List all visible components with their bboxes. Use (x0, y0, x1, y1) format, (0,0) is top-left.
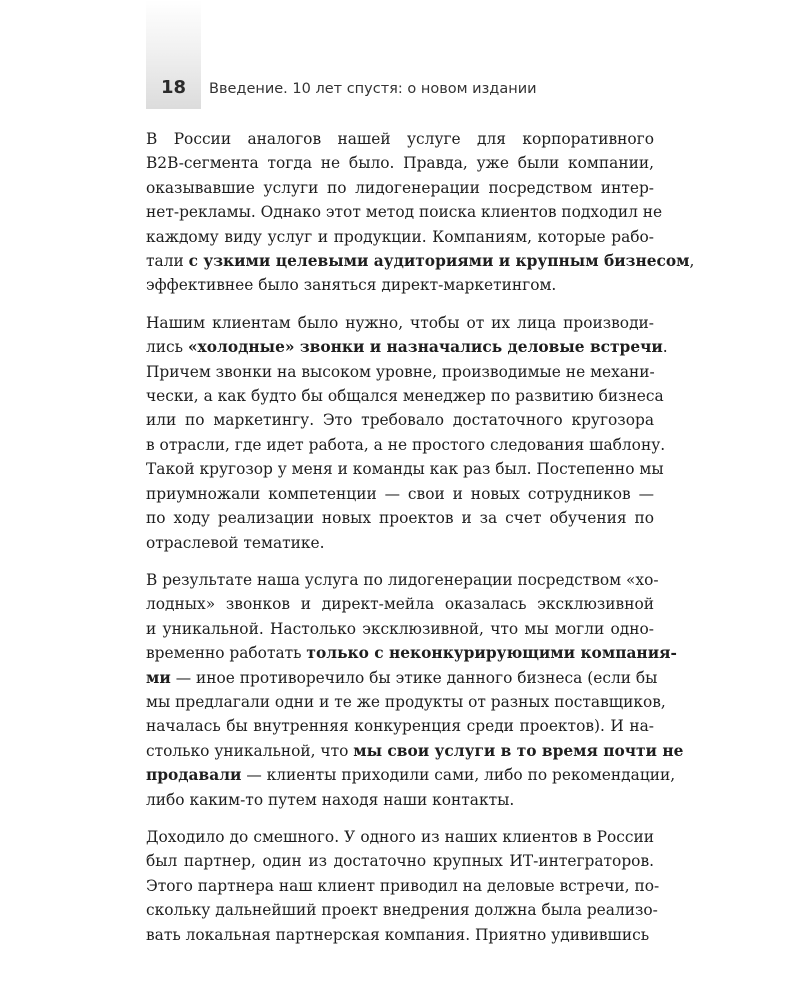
bold-text: ми (146, 668, 171, 687)
text-line (146, 849, 654, 873)
text-run: Такой кругозор у меня и команды как раз был. Постепенно мы (146, 460, 664, 479)
paragraph (146, 825, 660, 947)
text-run: Причем звонки на высоком уровне, производимые не механи- (146, 362, 655, 381)
text-run: каждому виду услуг и продукции. Компаниям, которые рабо- (146, 227, 654, 246)
text-line (146, 249, 695, 273)
text-run: началась бы внутренняя конкуренция среди проектов). И на- (146, 717, 654, 736)
text-line (146, 225, 654, 249)
text-line (146, 690, 666, 714)
text-line (146, 898, 658, 922)
text-run: чески, а как будто бы общался менеджер по развитию бизнеса (146, 387, 664, 406)
text-line (146, 433, 666, 457)
text-run: лодных» звонков и директ-мейла оказалась эксклюзивной (146, 595, 654, 614)
text-run: был партнер, один из достаточно крупных ИТ-интеграторов. (146, 852, 654, 871)
text-line (146, 457, 664, 481)
text-run: — иное противоречило бы этике данного бизнеса (если бы (170, 668, 658, 687)
bold-text: с узкими целевыми аудиториями и крупным бизнесом (188, 252, 690, 271)
text-line (146, 568, 659, 592)
text-run: временно работать (146, 644, 307, 663)
text-run: оказывавшие услуги по лидогенерации посредством интер- (146, 178, 654, 197)
text-run: лись (146, 338, 188, 357)
text-run: и уникальной. Настолько эксклюзивной, что мы могли одно- (146, 619, 654, 638)
text-run: в отрасли, где идет работа, а не простого следования шаблону. (146, 435, 666, 454)
text-line (146, 874, 660, 898)
text-line (146, 360, 654, 384)
text-line (146, 923, 654, 947)
text-run: по ходу реализации новых проектов и за счет обучения по (146, 509, 654, 528)
text-line (146, 739, 684, 763)
text-line (146, 151, 654, 175)
page-number: 18 (160, 77, 187, 98)
text-line (146, 200, 663, 224)
bold-text: продавали (146, 766, 242, 785)
text-line (146, 335, 668, 359)
text-line (146, 788, 654, 812)
text-run: скольку дальнейший проект внедрения должна была реализо- (146, 901, 658, 920)
text-run: , (689, 252, 695, 271)
text-run: столько уникальной, что (146, 741, 354, 760)
text-run: — клиенты приходили сами, либо по рекомендации, (241, 766, 676, 785)
text-run: . (662, 338, 668, 357)
text-line (146, 384, 664, 408)
text-run: B2B-сегмента тогда не было. Правда, уже были компании, (146, 154, 654, 173)
text-line (146, 592, 654, 616)
text-run: эффективнее было заняться директ-маркетингом. (146, 276, 557, 295)
text-run: Этого партнера наш клиент приводил на деловые встречи, по- (146, 876, 660, 895)
text-line (146, 311, 654, 335)
text-line (146, 408, 654, 432)
text-line (146, 641, 677, 665)
bold-text: мы свои услуги в то время почти не (353, 741, 684, 760)
text-run: нет-рекламы. Однако этот метод поиска клиентов подходил не (146, 203, 663, 222)
body-text (146, 127, 695, 960)
text-run: В результате наша услуга по лидогенерации посредством «хо- (146, 570, 659, 589)
text-run: тали (146, 252, 189, 271)
bold-text: «холодные» звонки и назначались деловые встречи (187, 338, 663, 357)
text-run: приумножали компетенции — свои и новых сотрудников — (146, 484, 654, 503)
text-run: вать локальная партнерская компания. Приятно удивившись (146, 925, 650, 944)
text-run: отраслевой тематике. (146, 533, 325, 552)
text-line (146, 714, 654, 738)
text-run: или по маркетингу. Это требовало достаточного кругозора (146, 411, 654, 430)
text-run: Доходило до смешного. У одного из наших клиентов в России (146, 827, 654, 846)
text-line (146, 176, 654, 200)
running-title: Введение. 10 лет спустя: о новом издании (209, 81, 537, 97)
text-run: мы предлагали одни и те же продукты от разных поставщиков, (146, 692, 666, 711)
text-line (146, 617, 654, 641)
text-line (146, 825, 654, 849)
text-line (146, 506, 654, 530)
text-line (146, 666, 658, 690)
text-run: либо каким-то путем находя наши контакты. (146, 790, 515, 809)
paragraph (146, 127, 695, 298)
text-run: Нашим клиентам было нужно, чтобы от их лица производи- (146, 313, 654, 332)
text-line (146, 273, 654, 297)
bold-text: только с неконкурирующими компания- (306, 644, 677, 663)
text-line (146, 127, 654, 151)
paragraph (146, 311, 668, 555)
text-run: В России аналогов нашей услуге для корпоративного (146, 130, 654, 148)
paragraph (146, 568, 684, 812)
text-line (146, 531, 654, 555)
text-line (146, 763, 676, 787)
text-line (146, 482, 654, 506)
